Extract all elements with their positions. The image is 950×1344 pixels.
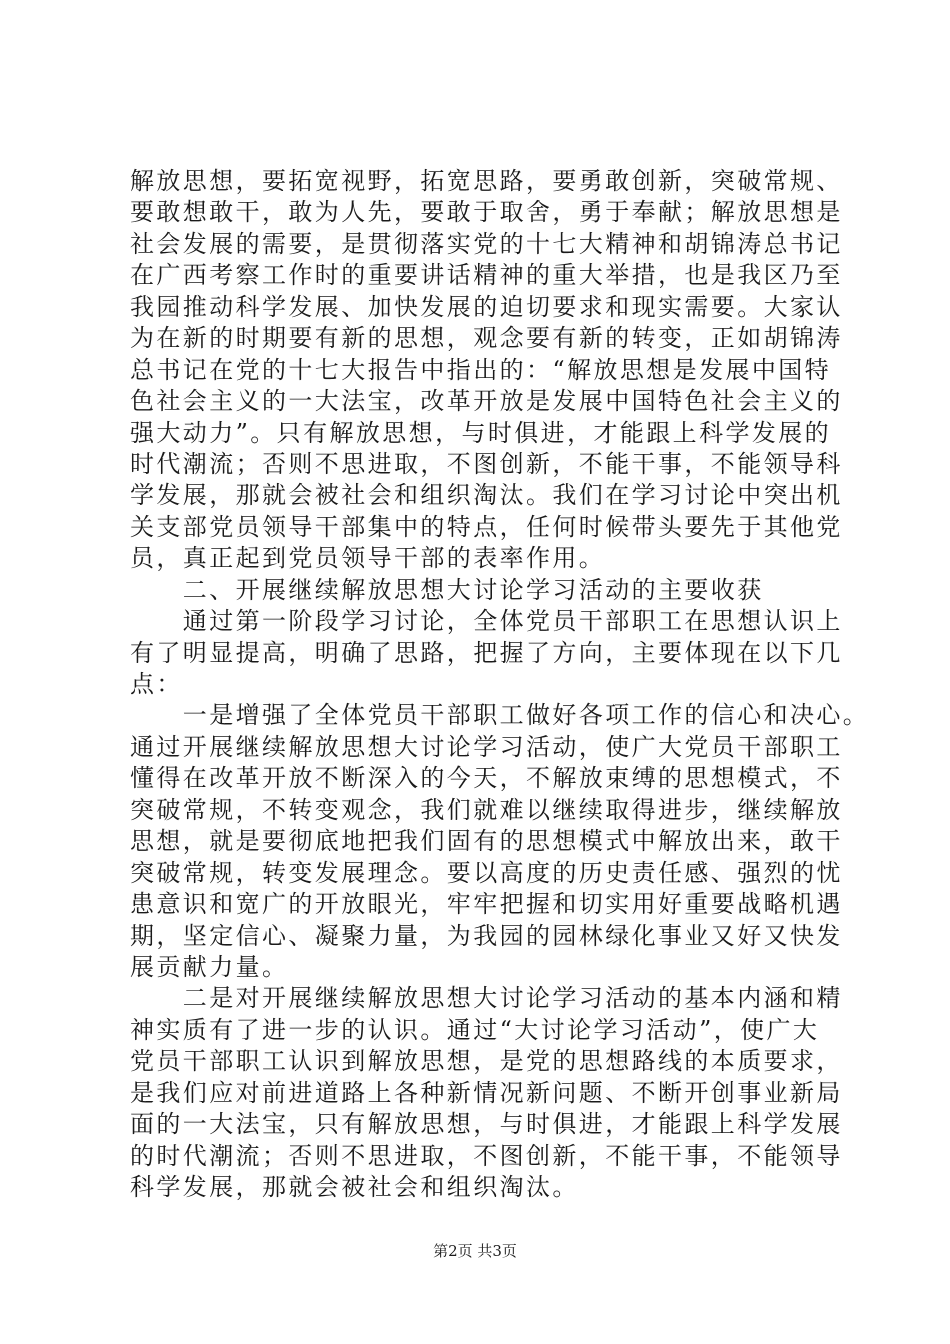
text-line: 突破常规，不转变观念，我们就难以继续取得进步，继续解放 [130, 795, 843, 824]
text-line: 关支部党员领导干部集中的特点，任何时候带头要先于其他党 [130, 512, 843, 541]
text-line: 解放思想，要拓宽视野，拓宽思路，要勇敢创新，突破常规、 [130, 167, 843, 195]
text-line: 要敢想敢干，敢为人先，要敢于取舍，勇于奉献；解放思想是 [130, 198, 843, 227]
text-line: 色社会主义的一大法宝，改革开放是发展中国特色社会主义的 [130, 387, 843, 416]
text-line: 有了明显提高，明确了思路，把握了方向，主要体现在以下几 [130, 638, 843, 667]
text-line: 党员干部职工认识到解放思想，是党的思想路线的本质要求， [130, 1047, 843, 1076]
text-line: 懂得在改革开放不断深入的今天，不解放束缚的思想模式，不 [130, 764, 843, 793]
text-line: 时代潮流；否则不思进取，不图创新，不能干事，不能领导科 [130, 449, 843, 478]
text-line: 总书记在党的十七大报告中指出的：“解放思想是发展中国特 [130, 355, 832, 384]
text-line: 通过开展继续解放思想大讨论学习活动，使广大党员干部职工 [130, 732, 843, 761]
text-line: 点： [130, 670, 183, 698]
text-line: 科学发展，那就会被社会和组织淘汰。 [130, 1173, 579, 1201]
text-line: 员，真正起到党员领导干部的表率作用。 [130, 544, 606, 573]
text-line: 是我们应对前进道路上各种新情况新问题、不断开创事业新局 [130, 1078, 843, 1107]
text-line: 思想，就是要彻底地把我们固有的思想模式中解放出来，敢干 [130, 827, 843, 856]
text-line: 通过第一阶段学习讨论，全体党员干部职工在思想认识上 [130, 607, 843, 636]
text-line: 神实质有了进一步的认识。通过“大讨论学习活动”，使广大 [130, 1015, 820, 1044]
text-line: 在广西考察工作时的重要讲话精神的重大举措，也是我区乃至 [130, 261, 843, 290]
text-line: 的时代潮流；否则不思进取，不图创新，不能干事，不能领导 [130, 1141, 843, 1170]
section-heading: 二、开展继续解放思想大讨论学习活动的主要收获 [130, 575, 764, 604]
text-line: 突破常规，转变发展理念。要以高度的历史责任感、强烈的忧 [130, 858, 843, 887]
text-line: 为在新的时期要有新的思想，观念要有新的转变，正如胡锦涛 [130, 324, 843, 353]
text-line: 患意识和宽广的开放眼光，牢牢把握和切实用好重要战略机遇 [130, 890, 843, 919]
text-line: 社会发展的需要，是贯彻落实党的十七大精神和胡锦涛总书记 [130, 229, 843, 258]
page-footer: 第2页 共3页 [433, 1242, 517, 1260]
text-line: 学发展，那就会被社会和组织淘汰。我们在学习讨论中突出机 [130, 481, 843, 510]
text-line: 一是增强了全体党员干部职工做好各项工作的信心和决心。 [130, 701, 870, 730]
text-line: 面的一大法宝，只有解放思想，与时俱进，才能跟上科学发展 [130, 1110, 843, 1139]
text-line: 展贡献力量。 [130, 952, 289, 981]
text-line: 我园推动科学发展、加快发展的迫切要求和现实需要。大家认 [130, 292, 843, 321]
text-line: 期，坚定信心、凝聚力量，为我园的园林绿化事业又好又快发 [130, 921, 843, 950]
text-line: 强大动力”。只有解放思想，与时俱进，才能跟上科学发展的 [130, 418, 832, 447]
text-line: 二是对开展继续解放思想大讨论学习活动的基本内涵和精 [130, 984, 843, 1013]
body-text [130, 166, 870, 1203]
